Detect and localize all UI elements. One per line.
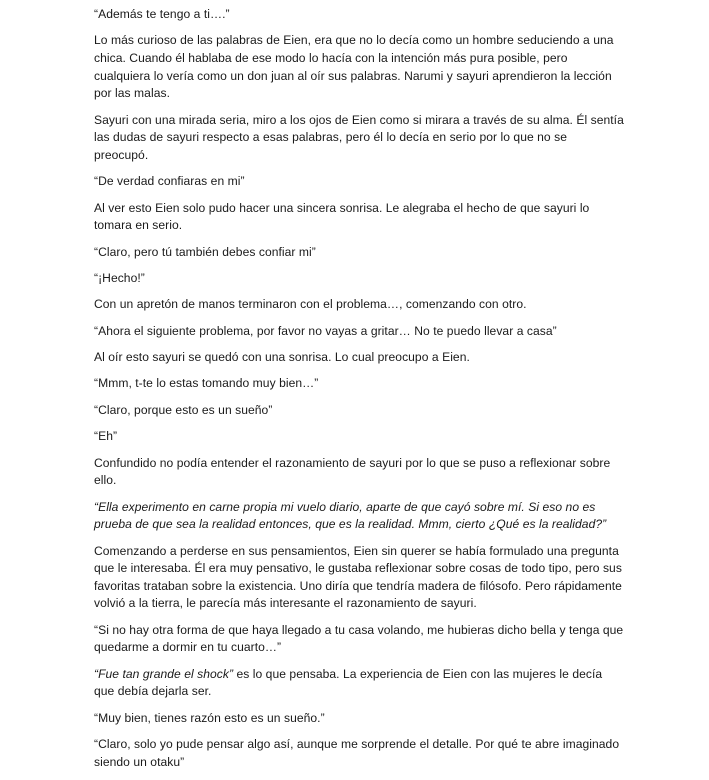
paragraph: “Claro, porque esto es un sueño”: [94, 402, 273, 417]
italic-thought: “Fue tan grande el shock”: [94, 666, 234, 681]
paragraph: “Si no hay otra forma de que haya llegado a tu casa volando, me hubieras dicho bella y tenga que quedarme a dormir en tu cuarto…”: [94, 622, 624, 655]
paragraph: Al ver esto Eien solo pudo hacer una sincera sonrisa. Le alegraba el hecho de que sayuri lo tomara en serio.: [94, 200, 590, 233]
paragraph: Con un apretón de manos terminaron con el problema…, comenzando con otro.: [94, 297, 527, 312]
paragraph: “Mmm, t-te lo estas tomando muy bien…”: [94, 376, 319, 391]
paragraph: “Claro, pero tú también debes confiar mi”: [94, 244, 316, 259]
paragraph: “De verdad confiaras en mi”: [94, 174, 245, 189]
paragraph: Confundido no podía entender el razonamiento de sayuri por lo que se puso a reflexionar sobre ello.: [94, 455, 611, 488]
italic-thought-paragraph: “Ella experimento en carne propia mi vuelo diario, aparte de que cayó sobre mí. Si eso no es prueba de que sea la realidad entonces, que es la realidad. Mmm, cierto ¿Qué es la realidad?”: [94, 499, 607, 532]
paragraph: Lo más curioso de las palabras de Eien, era que no lo decía como un hombre seduciendo a una chica. Cuando él hablaba de ese modo lo hacía con la intención más pura posible, pero cualquiera lo vería como un don juan al oír sus palabras. Narumi y sayuri aprendieron la lección por las malas.: [94, 33, 614, 101]
paragraph: Sayuri con una mirada seria, miro a los ojos de Eien como si mirara a través de su alma. Él sentía las dudas de sayuri respecto a esas palabras, pero él lo decía en serio por lo que no se preocupó.: [94, 112, 624, 162]
paragraph-mixed: [94, 666, 624, 701]
paragraph: “Eh”: [94, 429, 118, 444]
paragraph: Al oír esto sayuri se quedó con una sonrisa. Lo cual preocupo a Eien.: [94, 350, 470, 365]
paragraph: Comenzando a perderse en sus pensamientos, Eien sin querer se había formulado una pregunta que le interesaba. Él era muy pensativo, le gustaba reflexionar sobre cosas de todo tipo, pero sus favoritas trataban sobre la existencia. Uno diría que tendría madera de filósofo. Pero rápidamente volvió a la tierra, le parecía más interesante el razonamiento de sayuri.: [94, 543, 622, 611]
paragraph-rest: es lo que pensaba. La experiencia de Eien con las mujeres le decía que debía dejarla ser.: [94, 666, 603, 699]
paragraph: “Claro, solo yo pude pensar algo así, aunque me sorprende el detalle. Por qué te abre imaginado siendo un otaku”: [94, 737, 620, 769]
document-page: [94, 6, 624, 780]
paragraph: “Ahora el siguiente problema, por favor no vayas a gritar… No te puedo llevar a casa”: [94, 323, 557, 338]
paragraph: “Además te tengo a ti….”: [94, 7, 230, 21]
paragraph: “Muy bien, tienes razón esto es un sueño.”: [94, 710, 325, 725]
paragraph: “¡Hecho!”: [94, 270, 145, 285]
